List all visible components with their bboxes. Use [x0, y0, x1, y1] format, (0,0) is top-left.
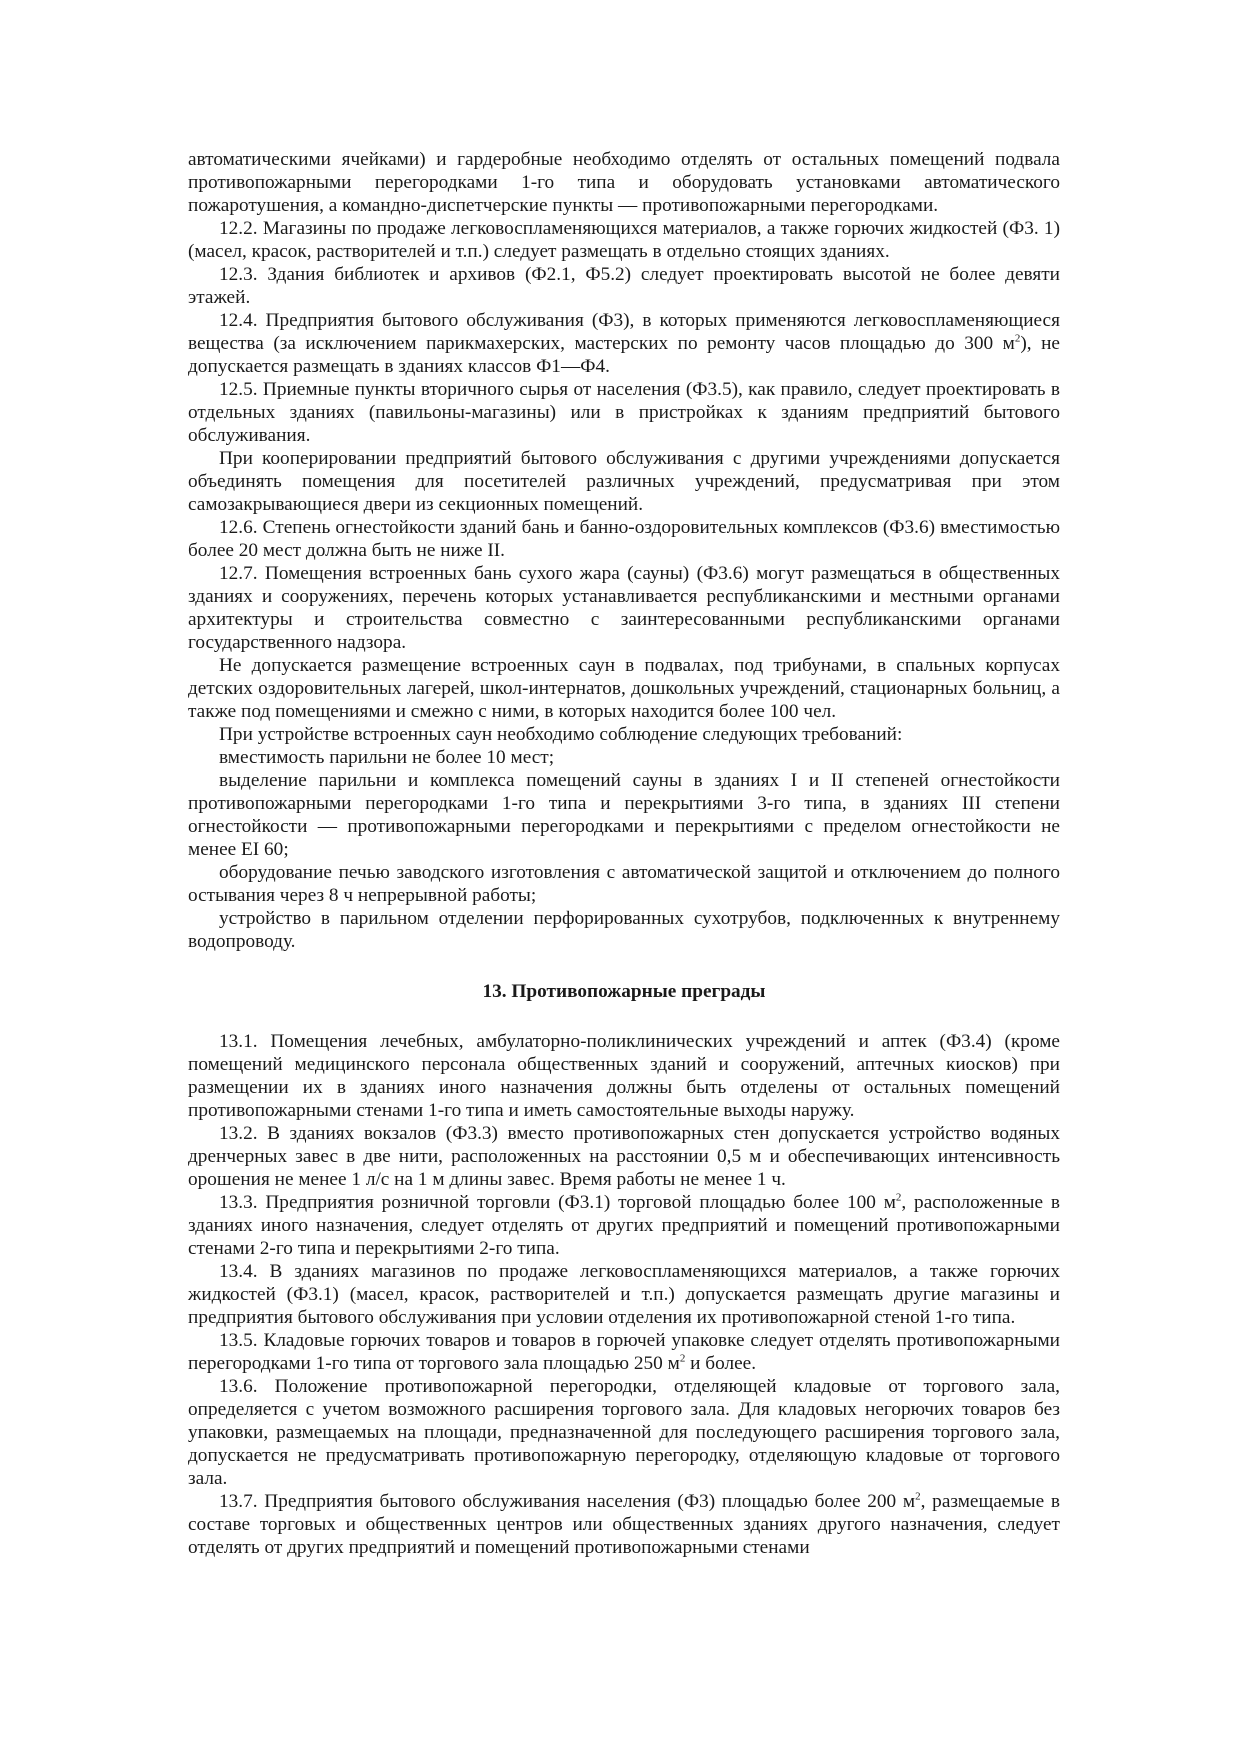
paragraph-13-5-tail: и более. — [685, 1353, 757, 1374]
superscript-2: 2 — [915, 1490, 921, 1503]
requirement-item: оборудование печью заводского изготовления с автоматической защитой и отключением до полного остывания через 8 ч непрерывной работы; — [188, 862, 1060, 906]
requirement-item: выделение парильни и комплекса помещений сауны в зданиях I и II степеней огнестойкости противопожарными перегородками 1-го типа и перекрытиями 3-го типа, в зданиях III степени огнестойкости — противопожарными перегородками и перекрытиями с пределом огнестойкости не менее EI 60; — [188, 770, 1060, 860]
paragraph-12-2: 12.2. Магазины по продаже легковоспламеняющихся материалов, а также горючих жидкостей (Ф3. 1) (масел, красок, растворителей и т.п.) следует размещать в отдельно стоящих зданиях. — [188, 218, 1060, 262]
paragraph-13-3-text: 13.3. Предприятия розничной торговли (Ф3.1) торговой площадью более 100 м — [219, 1192, 896, 1213]
paragraph-13-3-tail: , расположенные в зданиях иного назначения, следует отделять от других предприятий и помещений противопожарными стенами 2-го типа и перекрытиями 2-го типа. — [188, 1192, 1060, 1259]
paragraph-12-7-restriction: Не допускается размещение встроенных саун в подвалах, под трибунами, в спальных корпусах детских оздоровительных лагерей, школ-интернатов, дошкольных учреждений, стационарных больниц, а также под помещениями и смежно с ними, в которых находится более 100 чел. — [188, 655, 1060, 722]
paragraph-12-3: 12.3. Здания библиотек и архивов (Ф2.1, Ф5.2) следует проектировать высотой не более девяти этажей. — [188, 264, 1060, 308]
paragraph-12-4 — [188, 309, 1060, 378]
paragraph-13-5-text: 13.5. Кладовые горючих товаров и товаров в горючей упаковке следует отделять противопожарными перегородками 1-го типа от торгового зала площадью 250 м — [188, 1330, 1060, 1374]
section-13-heading: 13. Противопожарные преграды — [482, 981, 766, 1002]
paragraph-12-7: 12.7. Помещения встроенных бань сухого жара (сауны) (Ф3.6) могут размещаться в общественных зданиях и сооружениях, перечень которых устанавливается республиканскими и местными органами архитектуры и строительства совместно с заинтересованными республиканскими органами государственного надзора. — [188, 563, 1060, 653]
paragraph-12-6: 12.6. Степень огнестойкости зданий бань и банно-оздоровительных комплексов (Ф3.6) вместимостью более 20 мест должна быть не ниже II. — [188, 517, 1060, 561]
paragraph-12-4-text: 12.4. Предприятия бытового обслуживания (Ф3), в которых применяются легковоспламеняющиеся вещества (за исключением парикмахерских, мастерских по ремонту часов площадью до 300 м — [188, 310, 1060, 354]
paragraph-13-5 — [188, 1329, 1060, 1375]
superscript-2: 2 — [1014, 332, 1021, 345]
paragraph-12-4-tail: ), не допускается размещать в зданиях классов Ф1—Ф4. — [188, 333, 1060, 377]
paragraph-12-1-continued: автоматическими ячейками) и гардеробные необходимо отделять от остальных помещений подвала противопожарными перегородками 1-го типа и оборудовать установками автоматического пожаротушения, а командно-диспетчерские пункты — противопожарными перегородками. — [188, 149, 1060, 216]
paragraph-12-5-cooperation: При кооперировании предприятий бытового обслуживания с другими учреждениями допускается объединять помещения для посетителей различных учреждений, предусматривая при этом самозакрывающиеся двери из секционных помещений. — [188, 448, 1060, 515]
document-page — [188, 148, 1060, 1559]
paragraph-13-1: 13.1. Помещения лечебных, амбулаторно-поликлинических учреждений и аптек (Ф3.4) (кроме помещений медицинского персонала общественных зданий и сооружений, аптечных киосков) при размещении их в зданиях иного назначения должны быть отделены от остальных помещений противопожарными стенами 1-го типа и иметь самостоятельные выходы наружу. — [188, 1031, 1060, 1121]
paragraph-13-2: 13.2. В зданиях вокзалов (Ф3.3) вместо противопожарных стен допускается устройство водяных дренчерных завес в две нити, расположенных на расстоянии 0,5 м и обеспечивающих интенсивность орошения не менее 1 л/с на 1 м длины завес. Время работы не менее 1 ч. — [188, 1123, 1060, 1190]
paragraph-12-7-requirements: При устройстве встроенных саун необходимо соблюдение следующих требований: — [219, 724, 903, 745]
paragraph-12-5: 12.5. Приемные пункты вторичного сырья от населения (Ф3.5), как правило, следует проектировать в отдельных зданиях (павильоны-магазины) или в пристройках к зданиям предприятий бытового обслуживания. — [188, 379, 1060, 446]
paragraph-13-7-text: 13.7. Предприятия бытового обслуживания населения (Ф3) площадью более 200 м — [219, 1491, 916, 1512]
requirement-item: вместимость парильни не более 10 мест; — [219, 747, 555, 768]
paragraph-13-3 — [188, 1191, 1060, 1260]
paragraph-13-4: 13.4. В зданиях магазинов по продаже легковоспламеняющихся материалов, а также горючих жидкостей (Ф3.1) (масел, красок, растворителей и т.п.) допускается размещать другие магазины и предприятия бытового обслуживания при условии отделения их противопожарной стеной 1-го типа. — [188, 1261, 1060, 1328]
superscript-2: 2 — [679, 1352, 686, 1365]
superscript-2: 2 — [895, 1191, 902, 1204]
paragraph-13-7-tail: , размещаемые в составе торговых и общественных центров или общественных зданиях другого назначения, следует отделять от других предприятий и помещений противопожарными стенами — [188, 1491, 1060, 1558]
paragraph-13-7 — [188, 1490, 1060, 1559]
paragraph-13-6: 13.6. Положение противопожарной перегородки, отделяющей кладовые от торгового зала, определяется с учетом возможного расширения торгового зала. Для кладовых негорючих товаров без упаковки, размещаемых на площади, предназначенной для последующего расширения торгового зала, допускается не предусматривать противопожарную перегородку, отделяющую кладовые от торгового зала. — [188, 1376, 1060, 1489]
requirement-item: устройство в парильном отделении перфорированных сухотрубов, подключенных к внутреннему водопроводу. — [188, 908, 1060, 952]
